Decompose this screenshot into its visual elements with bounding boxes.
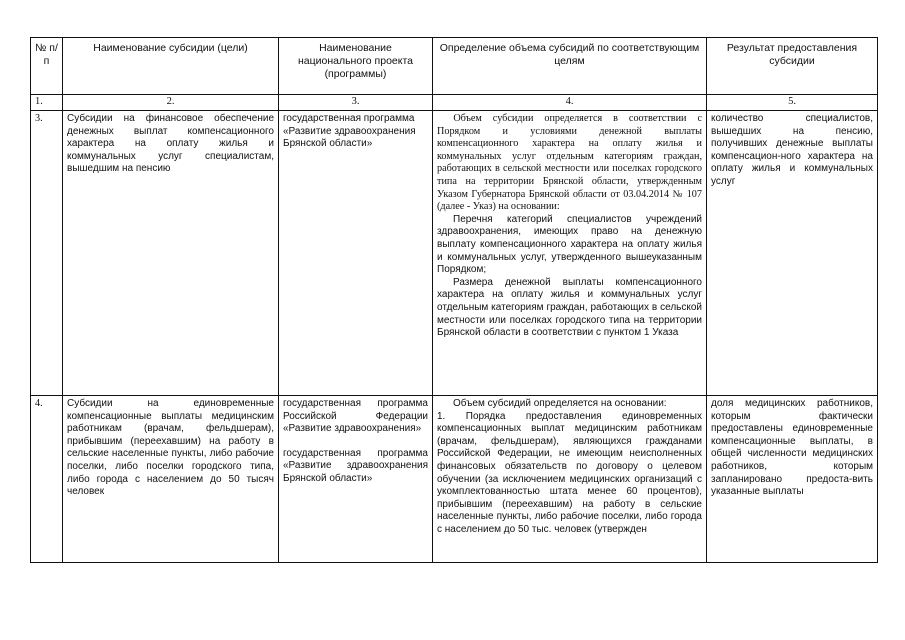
column-number: 3. [279,95,433,111]
subsidy-result: количество специалистов, вышедших на пенсию, получивших денежные выплаты компенсацион-ного характера на оплату жилья и коммунальных услуг [707,111,878,396]
header-name: Наименование субсидии (цели) [63,38,279,95]
project-name [279,396,433,563]
subsidy-name: Субсидии на единовременные компенсационные выплаты медицинским работникам (врачам, фельдшерам), прибывшим (переехавшим) на работу в сельские населенные пункты, либо рабочие поселки, либо поселки городского типа, либо города с населением до 50 тысяч человек [63,396,279,563]
subsidy-result: доля медицинских работников, которым фактически предоставлены единовременные компенсационные выплаты, в общей численности медицинских работников, которым запланировано предоста-вить указанные выплаты [707,396,878,563]
table-row [31,111,878,396]
subsidy-definition [433,396,707,563]
definition-paragraph: 1. Порядка предоставления единовременных компенсационных выплат медицинским работникам (врачам, фельдшерам), являющихся гражданами Российской Федерации, не имеющим неисполненных финансовых обязательств по договору о целевом обучении (за исключением медицинских организаций с укомплектованностью штата менее 60 процентов), прибывшим (переехавшим) на работу в сельские населенные пункты, либо рабочие поселки, либо города с населением до 50 тыс. человек (утвержден [437,410,702,535]
table-row [31,396,878,563]
header-result: Результат предоставления субсидии [707,38,878,95]
definition-paragraph: Размера денежной выплаты компенсационного характера на оплату жилья и коммунальных услуг отдельным категориям граждан, работающих в сельской местности или поселках городского типа на территории Брянской области в соответствии с пунктом 1 Указа [437,276,702,339]
definition-paragraph: Перечня категорий специалистов учреждений здравоохранения, имеющих право на денежную выплату компенсационного характера на оплату жилья и коммунальных услуг, утвержденного вышеуказанным Порядком; [437,213,702,276]
project-item: государственная программа «Развитие здравоохранения Брянской области» [283,447,428,484]
table-header-row [31,38,878,95]
column-number: 2. [63,95,279,111]
row-number: 3. [31,111,63,396]
subsidy-table [30,37,878,563]
header-definition: Определение объема субсидий по соответствующим целям [433,38,707,95]
column-number: 1. [31,95,63,111]
project-name: государственная программа «Развитие здравоохранения Брянской области» [279,111,433,396]
column-number-row [31,95,878,111]
subsidy-definition [433,111,707,396]
column-number: 5. [707,95,878,111]
definition-paragraph: Объем субсидии определяется в соответствии с Порядком и условиями денежной выплаты компенсационного характера на оплату жилья и коммунальных услуг отдельным категориям граждан, работающих в сельской местности или поселках городского типа на территории Брянской области, утвержденным Указом Губернатора Брянской области от 03.04.2014 № 107 (далее - Указ) на основании: [437,113,702,213]
column-number: 4. [433,95,707,111]
project-item: государственная программа Российской Федерации «Развитие здравоохранения» [283,398,428,435]
definition-paragraph: Объем субсидий определяется на основании: [453,398,667,409]
header-num: № п/п [31,38,63,95]
row-number: 4. [31,396,63,563]
subsidy-name: Субсидии на финансовое обеспечение денежных выплат компенсационного характера на оплату жилья и коммунальных услуг специалистам, вышедшим на пенсию [63,111,279,396]
header-project: Наименование национального проекта (программы) [279,38,433,95]
